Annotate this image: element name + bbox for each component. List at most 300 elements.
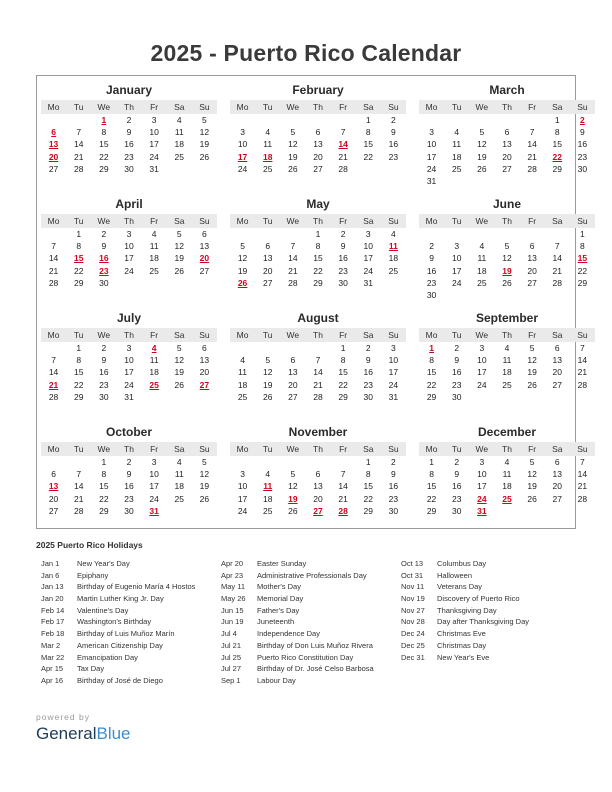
day-cell[interactable]: 26	[527, 379, 537, 390]
day-cell[interactable]: 20	[552, 481, 562, 492]
day-cell[interactable]: 18	[502, 481, 512, 492]
day-cell[interactable]: 9	[429, 253, 434, 264]
day-cell[interactable]: 21	[527, 151, 537, 162]
day-cell[interactable]: 4	[479, 241, 485, 252]
day-cell[interactable]: 15	[552, 139, 562, 150]
day-cell[interactable]: 5	[265, 355, 271, 366]
day-cell[interactable]: 13	[552, 469, 562, 480]
day-cell[interactable]: 12	[288, 139, 298, 150]
holiday-day-cell[interactable]: 15	[73, 253, 84, 264]
day-cell[interactable]: 24	[363, 265, 373, 276]
day-cell[interactable]: 22	[338, 379, 348, 390]
day-cell[interactable]: 1	[429, 457, 434, 467]
day-cell[interactable]: 19	[527, 481, 537, 492]
day-cell[interactable]: 30	[99, 391, 109, 402]
day-cell[interactable]: 15	[426, 367, 437, 378]
day-cell[interactable]: 10	[124, 241, 134, 252]
holiday-day-cell[interactable]: 28	[338, 505, 348, 516]
day-cell[interactable]: 12	[199, 469, 210, 480]
day-cell[interactable]: 20	[552, 367, 562, 378]
day-cell[interactable]: 29	[338, 391, 348, 402]
day-cell[interactable]: 21	[313, 379, 323, 390]
day-cell[interactable]: 25	[388, 265, 399, 276]
holiday-day-cell[interactable]: 4	[151, 343, 157, 353]
day-cell[interactable]: 18	[149, 253, 159, 264]
day-cell[interactable]: 18	[174, 481, 184, 492]
day-cell[interactable]: 15	[363, 481, 373, 492]
day-cell[interactable]: 1	[76, 343, 82, 353]
day-cell[interactable]: 14	[313, 367, 323, 378]
day-cell[interactable]: 11	[452, 139, 462, 150]
day-cell[interactable]: 2	[340, 229, 346, 239]
day-cell[interactable]: 22	[577, 265, 588, 276]
day-cell[interactable]: 5	[290, 469, 296, 480]
day-cell[interactable]: 2	[391, 457, 396, 467]
day-cell[interactable]: 23	[451, 493, 462, 504]
day-cell[interactable]: 12	[262, 367, 273, 378]
day-cell[interactable]: 11	[502, 355, 512, 366]
day-cell[interactable]: 8	[429, 469, 434, 480]
day-cell[interactable]: 30	[388, 505, 399, 516]
day-cell[interactable]: 5	[529, 343, 535, 353]
day-cell[interactable]: 27	[288, 391, 298, 402]
day-cell[interactable]: 13	[199, 355, 210, 366]
holiday-day-cell[interactable]: 23	[99, 265, 109, 276]
day-cell[interactable]: 3	[365, 229, 371, 239]
day-cell[interactable]: 22	[426, 379, 437, 390]
day-cell[interactable]: 5	[529, 457, 535, 467]
day-cell[interactable]: 6	[554, 343, 560, 353]
day-cell[interactable]: 14	[552, 253, 562, 264]
holiday-day-cell[interactable]: 18	[262, 151, 273, 162]
day-cell[interactable]: 10	[237, 481, 248, 492]
day-cell[interactable]: 18	[174, 139, 184, 150]
day-cell[interactable]: 9	[391, 469, 396, 480]
day-cell[interactable]: 27	[552, 379, 562, 390]
day-cell[interactable]: 21	[73, 151, 84, 162]
day-cell[interactable]: 20	[527, 265, 537, 276]
day-cell[interactable]: 16	[124, 481, 134, 492]
day-cell[interactable]: 6	[315, 127, 321, 138]
day-cell[interactable]: 30	[577, 163, 588, 174]
day-cell[interactable]: 28	[527, 163, 537, 174]
day-cell[interactable]: 3	[126, 229, 132, 239]
day-cell[interactable]: 29	[577, 277, 588, 288]
day-cell[interactable]: 19	[527, 367, 537, 378]
day-cell[interactable]: 6	[51, 469, 56, 480]
day-cell[interactable]: 14	[527, 139, 537, 150]
day-cell[interactable]: 26	[502, 277, 512, 288]
holiday-day-cell[interactable]: 13	[48, 481, 59, 492]
day-cell[interactable]: 5	[240, 241, 245, 252]
day-cell[interactable]: 27	[313, 163, 323, 174]
day-cell[interactable]: 8	[365, 127, 371, 138]
day-cell[interactable]: 4	[504, 457, 510, 467]
day-cell[interactable]: 26	[288, 163, 298, 174]
day-cell[interactable]: 23	[388, 493, 399, 504]
holiday-day-cell[interactable]: 21	[48, 379, 59, 390]
day-cell[interactable]: 29	[426, 391, 437, 402]
day-cell[interactable]: 4	[240, 355, 245, 366]
day-cell[interactable]: 23	[99, 379, 109, 390]
day-cell[interactable]: 28	[338, 163, 348, 174]
day-cell[interactable]: 16	[363, 367, 373, 378]
day-cell[interactable]: 5	[479, 127, 485, 138]
day-cell[interactable]: 3	[479, 343, 485, 353]
day-cell[interactable]: 11	[149, 241, 159, 252]
day-cell[interactable]: 25	[262, 505, 273, 516]
day-cell[interactable]: 28	[73, 163, 84, 174]
day-cell[interactable]: 8	[365, 469, 371, 480]
day-cell[interactable]: 26	[262, 391, 273, 402]
day-cell[interactable]: 10	[451, 253, 462, 264]
day-cell[interactable]: 23	[577, 151, 588, 162]
day-cell[interactable]: 12	[477, 139, 487, 150]
holiday-day-cell[interactable]: 24	[477, 493, 487, 504]
day-cell[interactable]: 26	[288, 505, 298, 516]
day-cell[interactable]: 28	[313, 391, 323, 402]
day-cell[interactable]: 6	[554, 457, 560, 467]
day-cell[interactable]: 5	[202, 115, 207, 125]
day-cell[interactable]: 13	[552, 355, 562, 366]
day-cell[interactable]: 21	[577, 481, 588, 492]
day-cell[interactable]: 14	[73, 481, 84, 492]
day-cell[interactable]: 14	[338, 481, 348, 492]
day-cell[interactable]: 8	[554, 127, 560, 138]
day-cell[interactable]: 7	[51, 355, 56, 366]
holiday-day-cell[interactable]: 20	[199, 253, 210, 264]
day-cell[interactable]: 16	[338, 253, 348, 264]
day-cell[interactable]: 19	[199, 139, 210, 150]
day-cell[interactable]: 7	[51, 241, 56, 252]
day-cell[interactable]: 13	[262, 253, 273, 264]
day-cell[interactable]: 17	[451, 265, 462, 276]
day-cell[interactable]: 12	[527, 469, 537, 480]
holiday-day-cell[interactable]: 6	[51, 127, 56, 138]
day-cell[interactable]: 9	[340, 241, 346, 252]
day-cell[interactable]: 13	[502, 139, 512, 150]
day-cell[interactable]: 30	[338, 277, 348, 288]
day-cell[interactable]: 6	[529, 241, 535, 252]
day-cell[interactable]: 8	[101, 127, 107, 138]
day-cell[interactable]: 16	[426, 265, 437, 276]
day-cell[interactable]: 10	[237, 139, 248, 150]
day-cell[interactable]: 9	[580, 127, 585, 138]
holiday-day-cell[interactable]: 2	[580, 115, 585, 125]
day-cell[interactable]: 16	[124, 139, 134, 150]
day-cell[interactable]: 3	[151, 115, 157, 125]
day-cell[interactable]: 21	[338, 151, 348, 162]
day-cell[interactable]: 24	[451, 277, 462, 288]
day-cell[interactable]: 30	[451, 505, 462, 516]
day-cell[interactable]: 3	[126, 343, 132, 353]
day-cell[interactable]: 27	[527, 277, 537, 288]
day-cell[interactable]: 21	[48, 265, 59, 276]
day-cell[interactable]: 6	[290, 355, 296, 366]
day-cell[interactable]: 23	[388, 151, 399, 162]
day-cell[interactable]: 10	[477, 355, 487, 366]
day-cell[interactable]: 8	[315, 241, 321, 252]
day-cell[interactable]: 31	[363, 277, 373, 288]
holiday-day-cell[interactable]: 1	[429, 343, 434, 353]
day-cell[interactable]: 21	[552, 265, 562, 276]
day-cell[interactable]: 17	[237, 493, 248, 504]
holiday-day-cell[interactable]: 27	[313, 505, 323, 516]
day-cell[interactable]: 16	[451, 367, 462, 378]
day-cell[interactable]: 2	[126, 457, 132, 467]
day-cell[interactable]: 9	[391, 127, 396, 138]
day-cell[interactable]: 15	[99, 481, 109, 492]
day-cell[interactable]: 11	[263, 139, 273, 150]
day-cell[interactable]: 4	[151, 229, 157, 239]
holiday-day-cell[interactable]: 31	[149, 505, 159, 516]
day-cell[interactable]: 2	[454, 343, 460, 353]
holiday-day-cell[interactable]: 26	[237, 277, 248, 288]
day-cell[interactable]: 23	[451, 379, 462, 390]
day-cell[interactable]: 15	[338, 367, 348, 378]
day-cell[interactable]: 25	[149, 265, 159, 276]
day-cell[interactable]: 2	[429, 241, 434, 252]
holiday-day-cell[interactable]: 1	[101, 115, 107, 125]
day-cell[interactable]: 21	[288, 265, 298, 276]
holiday-day-cell[interactable]: 14	[338, 139, 348, 150]
day-cell[interactable]: 24	[388, 379, 399, 390]
day-cell[interactable]: 31	[149, 163, 159, 174]
day-cell[interactable]: 3	[479, 457, 485, 467]
day-cell[interactable]: 3	[454, 241, 460, 252]
day-cell[interactable]: 5	[504, 241, 510, 252]
day-cell[interactable]: 22	[73, 265, 84, 276]
day-cell[interactable]: 7	[340, 127, 346, 138]
day-cell[interactable]: 23	[426, 277, 437, 288]
day-cell[interactable]: 19	[262, 379, 273, 390]
day-cell[interactable]: 7	[76, 469, 82, 480]
day-cell[interactable]: 28	[552, 277, 562, 288]
day-cell[interactable]: 23	[124, 493, 134, 504]
day-cell[interactable]: 9	[365, 355, 371, 366]
day-cell[interactable]: 27	[199, 265, 210, 276]
day-cell[interactable]: 30	[363, 391, 373, 402]
day-cell[interactable]: 7	[290, 241, 296, 252]
day-cell[interactable]: 2	[391, 115, 396, 125]
day-cell[interactable]: 21	[73, 493, 84, 504]
day-cell[interactable]: 6	[202, 229, 207, 239]
day-cell[interactable]: 20	[199, 367, 210, 378]
day-cell[interactable]: 10	[124, 355, 134, 366]
day-cell[interactable]: 12	[527, 355, 537, 366]
day-cell[interactable]: 28	[48, 391, 59, 402]
day-cell[interactable]: 28	[288, 277, 298, 288]
day-cell[interactable]: 4	[176, 457, 182, 467]
day-cell[interactable]: 29	[552, 163, 562, 174]
day-cell[interactable]: 3	[151, 457, 157, 467]
day-cell[interactable]: 13	[313, 139, 323, 150]
day-cell[interactable]: 19	[288, 151, 298, 162]
day-cell[interactable]: 7	[580, 457, 585, 467]
day-cell[interactable]: 11	[238, 367, 247, 378]
day-cell[interactable]: 9	[126, 469, 132, 480]
day-cell[interactable]: 31	[388, 391, 399, 402]
day-cell[interactable]: 20	[288, 379, 298, 390]
day-cell[interactable]: 30	[124, 505, 134, 516]
day-cell[interactable]: 17	[477, 367, 487, 378]
day-cell[interactable]: 16	[388, 481, 399, 492]
day-cell[interactable]: 25	[451, 163, 462, 174]
day-cell[interactable]: 5	[176, 229, 182, 239]
day-cell[interactable]: 12	[174, 241, 184, 252]
day-cell[interactable]: 1	[580, 229, 585, 239]
day-cell[interactable]: 10	[477, 469, 487, 480]
day-cell[interactable]: 27	[552, 493, 562, 504]
day-cell[interactable]: 10	[149, 469, 159, 480]
day-cell[interactable]: 28	[577, 493, 588, 504]
day-cell[interactable]: 4	[265, 127, 271, 138]
day-cell[interactable]: 4	[504, 343, 510, 353]
day-cell[interactable]: 18	[149, 367, 159, 378]
day-cell[interactable]: 19	[174, 367, 184, 378]
day-cell[interactable]: 10	[363, 241, 373, 252]
day-cell[interactable]: 24	[237, 505, 248, 516]
day-cell[interactable]: 16	[99, 367, 109, 378]
day-cell[interactable]: 6	[265, 241, 271, 252]
day-cell[interactable]: 29	[426, 505, 437, 516]
day-cell[interactable]: 15	[426, 481, 437, 492]
day-cell[interactable]: 11	[502, 469, 512, 480]
day-cell[interactable]: 30	[426, 289, 437, 300]
day-cell[interactable]: 7	[529, 127, 535, 138]
holiday-day-cell[interactable]: 16	[99, 253, 109, 264]
day-cell[interactable]: 26	[527, 493, 537, 504]
day-cell[interactable]: 17	[124, 253, 134, 264]
day-cell[interactable]: 4	[265, 469, 271, 480]
day-cell[interactable]: 7	[76, 127, 82, 138]
day-cell[interactable]: 22	[313, 265, 323, 276]
day-cell[interactable]: 23	[363, 379, 373, 390]
day-cell[interactable]: 23	[124, 151, 134, 162]
day-cell[interactable]: 25	[502, 379, 512, 390]
holiday-day-cell[interactable]: 27	[199, 379, 210, 390]
day-cell[interactable]: 15	[313, 253, 323, 264]
day-cell[interactable]: 16	[577, 139, 588, 150]
day-cell[interactable]: 18	[477, 265, 487, 276]
day-cell[interactable]: 12	[237, 253, 248, 264]
day-cell[interactable]: 14	[48, 367, 59, 378]
day-cell[interactable]: 22	[426, 493, 437, 504]
day-cell[interactable]: 18	[502, 367, 512, 378]
day-cell[interactable]: 28	[48, 277, 59, 288]
day-cell[interactable]: 20	[502, 151, 512, 162]
day-cell[interactable]: 9	[454, 355, 460, 366]
day-cell[interactable]: 25	[174, 493, 184, 504]
day-cell[interactable]: 11	[149, 355, 159, 366]
day-cell[interactable]: 8	[76, 241, 82, 252]
day-cell[interactable]: 7	[580, 343, 585, 353]
day-cell[interactable]: 9	[101, 241, 107, 252]
day-cell[interactable]: 8	[76, 355, 82, 366]
day-cell[interactable]: 10	[149, 127, 159, 138]
day-cell[interactable]: 31	[426, 175, 437, 186]
day-cell[interactable]: 26	[174, 379, 184, 390]
day-cell[interactable]: 17	[388, 367, 399, 378]
holiday-day-cell[interactable]: 19	[288, 493, 298, 504]
day-cell[interactable]: 11	[477, 253, 487, 264]
day-cell[interactable]: 2	[365, 343, 371, 353]
day-cell[interactable]: 17	[363, 253, 373, 264]
day-cell[interactable]: 29	[313, 277, 323, 288]
day-cell[interactable]: 7	[340, 469, 346, 480]
day-cell[interactable]: 13	[288, 367, 298, 378]
day-cell[interactable]: 14	[48, 253, 59, 264]
day-cell[interactable]: 25	[262, 163, 273, 174]
day-cell[interactable]: 6	[202, 343, 207, 353]
day-cell[interactable]: 24	[124, 265, 134, 276]
day-cell[interactable]: 10	[388, 355, 399, 366]
day-cell[interactable]: 30	[99, 277, 109, 288]
day-cell[interactable]: 29	[73, 277, 84, 288]
day-cell[interactable]: 8	[101, 469, 107, 480]
day-cell[interactable]: 27	[262, 277, 273, 288]
day-cell[interactable]: 24	[426, 163, 437, 174]
day-cell[interactable]: 17	[477, 481, 487, 492]
day-cell[interactable]: 12	[174, 355, 184, 366]
day-cell[interactable]: 14	[288, 253, 298, 264]
day-cell[interactable]: 24	[149, 493, 159, 504]
day-cell[interactable]: 14	[577, 355, 588, 366]
day-cell[interactable]: 25	[174, 151, 184, 162]
generalblue-logo[interactable]	[36, 724, 131, 744]
day-cell[interactable]: 21	[338, 493, 348, 504]
day-cell[interactable]: 18	[451, 151, 462, 162]
day-cell[interactable]: 4	[391, 229, 396, 239]
day-cell[interactable]: 12	[288, 481, 298, 492]
day-cell[interactable]: 31	[124, 391, 134, 402]
day-cell[interactable]: 1	[554, 115, 560, 125]
day-cell[interactable]: 19	[477, 151, 487, 162]
day-cell[interactable]: 26	[199, 151, 210, 162]
day-cell[interactable]: 29	[99, 163, 109, 174]
day-cell[interactable]: 18	[388, 253, 399, 264]
day-cell[interactable]: 14	[577, 469, 588, 480]
day-cell[interactable]: 24	[237, 163, 248, 174]
day-cell[interactable]: 1	[76, 229, 82, 239]
day-cell[interactable]: 4	[176, 115, 182, 125]
day-cell[interactable]: 30	[451, 391, 462, 402]
day-cell[interactable]: 16	[388, 139, 399, 150]
holiday-day-cell[interactable]: 19	[502, 265, 512, 276]
day-cell[interactable]: 13	[527, 253, 537, 264]
day-cell[interactable]: 19	[174, 253, 184, 264]
day-cell[interactable]: 24	[124, 379, 134, 390]
day-cell[interactable]: 6	[504, 127, 510, 138]
day-cell[interactable]: 9	[454, 469, 460, 480]
holiday-day-cell[interactable]: 17	[237, 151, 248, 162]
day-cell[interactable]: 3	[240, 469, 245, 480]
day-cell[interactable]: 22	[363, 493, 373, 504]
day-cell[interactable]: 22	[99, 493, 109, 504]
day-cell[interactable]: 3	[429, 127, 434, 138]
day-cell[interactable]: 11	[174, 127, 184, 138]
day-cell[interactable]: 1	[340, 343, 346, 353]
day-cell[interactable]: 11	[174, 469, 184, 480]
day-cell[interactable]: 29	[363, 505, 373, 516]
day-cell[interactable]: 3	[240, 127, 245, 138]
day-cell[interactable]: 2	[126, 115, 132, 125]
day-cell[interactable]: 29	[73, 391, 84, 402]
holiday-day-cell[interactable]: 20	[48, 151, 59, 162]
day-cell[interactable]: 27	[502, 163, 512, 174]
day-cell[interactable]: 15	[363, 139, 373, 150]
day-cell[interactable]: 20	[48, 493, 59, 504]
